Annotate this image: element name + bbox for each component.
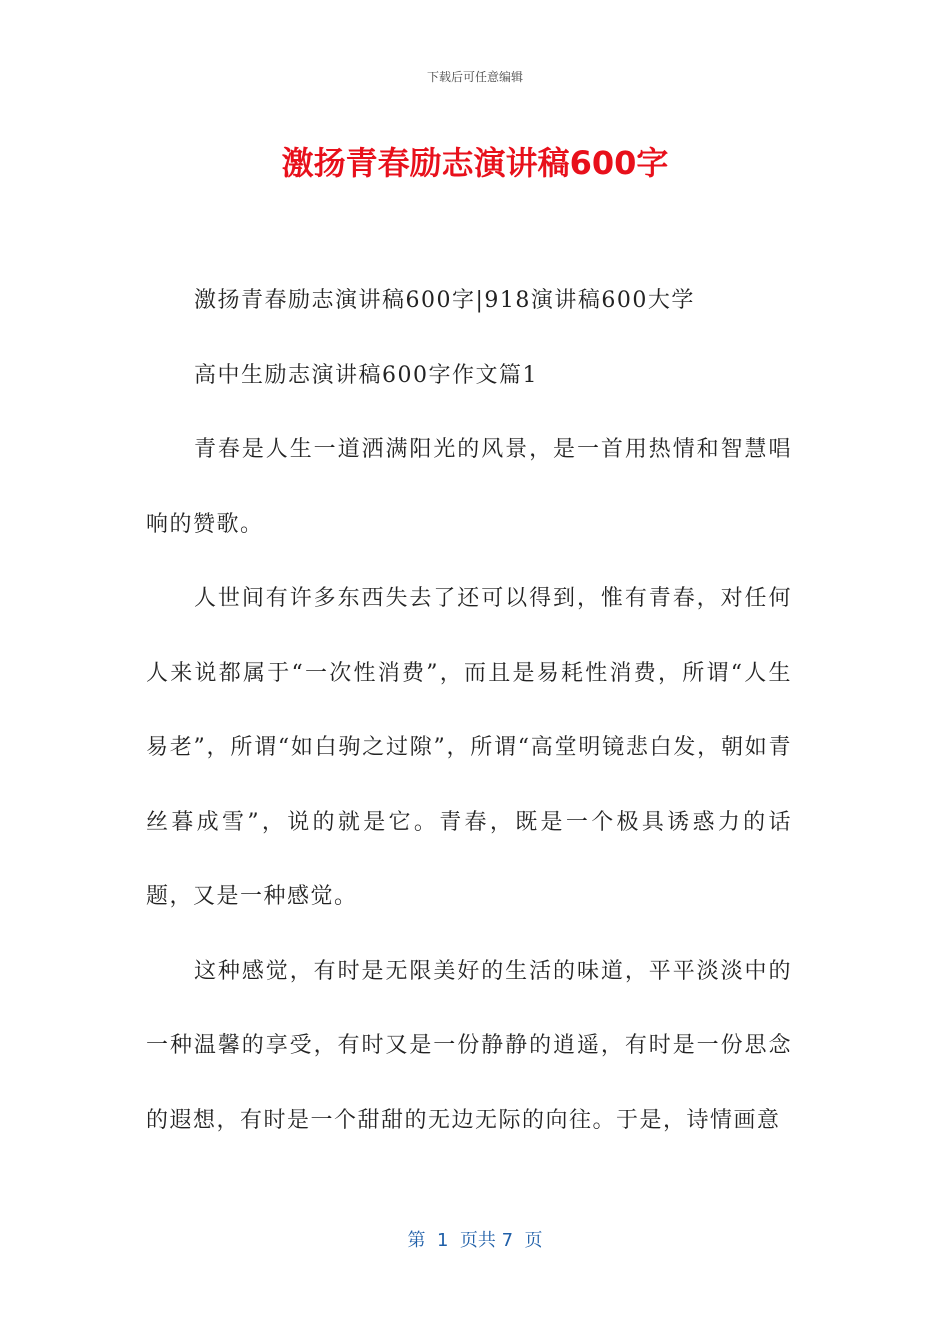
paragraph-subtitle: 激扬青春励志演讲稿600字|918演讲稿600大学 (194, 288, 695, 313)
paragraph: 青春是人生一道洒满阳光的风景，是一首用热情和智慧唱响的赞歌。 (146, 437, 792, 537)
paragraph: 人世间有许多东西失去了还可以得到，惟有青春，对任何人来说都属于“一次性消费”，而且是易耗性消费，所谓“人生易老”，所谓“如白驹之过隙”，所谓“高堂明镜悲白发，朝如青丝暮成雪”，说的就是它。青春，既是一个极具诱惑力的话题，又是一种感觉。 (146, 586, 792, 909)
page-number-footer: 第 1 页共 7 页 (407, 1230, 543, 1251)
document-title: 激扬青春励志演讲稿600字 (281, 144, 669, 182)
header-note: 下载后可任意编辑 (426, 70, 523, 84)
paragraph: 这种感觉，有时是无限美好的生活的味道，平平淡淡中的一种温馨的享受，有时又是一份静静的逍遥，有时是一份思念的遐想，有时是一个甜甜的无边无际的向往。于是，诗情画意 (146, 958, 792, 1133)
document-body (146, 264, 792, 1158)
paragraph-section-heading: 高中生励志演讲稿600字作文篇1 (194, 362, 538, 388)
